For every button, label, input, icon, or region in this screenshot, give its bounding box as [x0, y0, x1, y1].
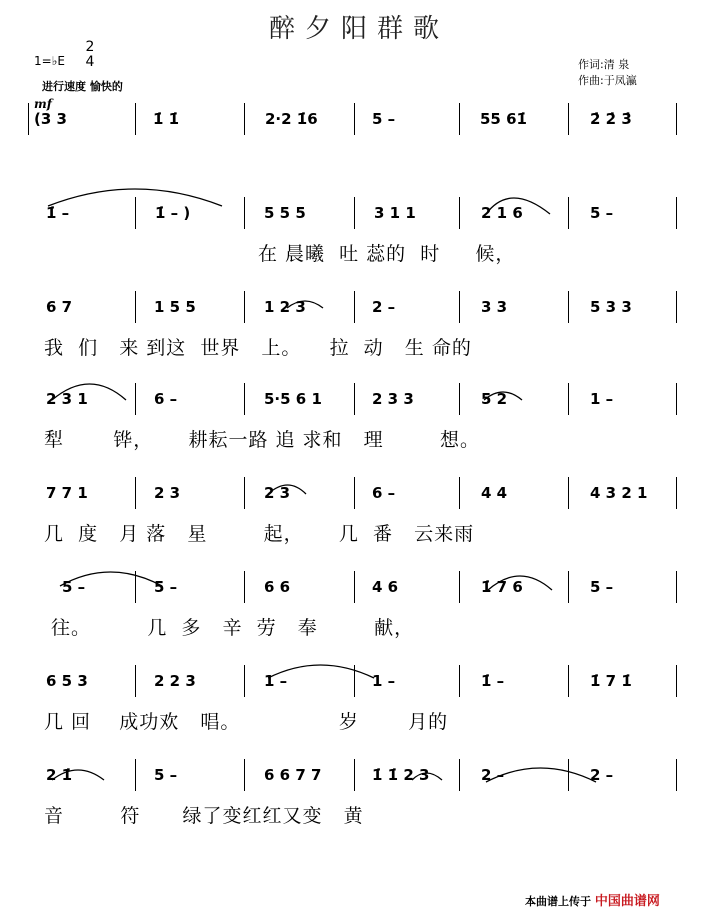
key-signature: 1=♭E	[34, 54, 65, 68]
bar-line	[244, 477, 245, 509]
bar-line	[244, 291, 245, 323]
bar-line	[459, 197, 460, 229]
score-row	[0, 383, 718, 475]
lyricist-credit: 作词:清 泉	[578, 58, 630, 71]
notation-measure: 5·5 6 1	[264, 390, 322, 408]
bar-line	[459, 665, 460, 697]
bar-line	[354, 571, 355, 603]
bar-line	[568, 103, 569, 135]
notation-measure: 1̇ 7 6	[481, 578, 523, 596]
lyric-line: 犁 铧， 耕耘一路 追 求和 理 想。	[44, 429, 480, 451]
notation-measure: 4 6	[372, 578, 399, 596]
notation-measure: 5 –	[62, 578, 86, 596]
notation-measure: 4 4	[481, 484, 508, 502]
bar-line	[676, 383, 677, 415]
notation-measure: 1 –	[590, 390, 614, 408]
bar-line	[459, 477, 460, 509]
bar-line	[568, 197, 569, 229]
bar-line	[354, 291, 355, 323]
bar-line	[354, 665, 355, 697]
bar-line	[568, 759, 569, 791]
notation-measure: (3 3	[34, 110, 67, 128]
score-row	[0, 571, 718, 663]
score-row	[0, 291, 718, 383]
notation-measure: 1 2 3	[264, 298, 306, 316]
notation-measure: 5 –	[154, 766, 178, 784]
bar-line	[676, 291, 677, 323]
bar-line	[568, 291, 569, 323]
dynamic-marking: mf	[34, 97, 52, 111]
bar-line	[244, 571, 245, 603]
bar-line	[676, 571, 677, 603]
bar-line	[135, 571, 136, 603]
composer-credit: 作曲:于凤瀛	[578, 74, 637, 87]
notation-measure: 2̇ 2̇ 3̇	[590, 110, 632, 128]
score-row	[0, 477, 718, 569]
bar-line	[676, 197, 677, 229]
bar-line	[459, 759, 460, 791]
bar-line	[676, 103, 677, 135]
bar-line	[244, 103, 245, 135]
bar-line	[244, 383, 245, 415]
notation-measure: 1̇ –	[46, 204, 70, 222]
time-signature-bottom: 4	[85, 54, 95, 70]
time-signature	[84, 40, 96, 70]
bar-line	[459, 291, 460, 323]
notation-measure: 1̇ 1̇	[153, 110, 180, 128]
score-row	[0, 665, 718, 757]
notation-measure: 6 –	[372, 484, 396, 502]
bar-line	[135, 759, 136, 791]
bar-line	[568, 383, 569, 415]
bar-line	[135, 291, 136, 323]
notation-measure: 6 –	[154, 390, 178, 408]
notation-measure: 5 5 5	[264, 204, 306, 222]
notation-measure: 6 5 3	[46, 672, 88, 690]
notation-measure: 7 7 1	[46, 484, 88, 502]
song-title: 醉夕阳群歌	[268, 14, 449, 44]
notation-measure: 1̇ 1̇ 2 3	[372, 766, 430, 784]
notation-measure: 3 1 1	[374, 204, 416, 222]
notation-measure: 2 –	[481, 766, 505, 784]
notation-measure: 5 –	[154, 578, 178, 596]
notation-measure: 6 7	[46, 298, 73, 316]
bar-line	[28, 103, 29, 135]
lyric-line: 音 符 绿了变红红又变 黄	[44, 805, 364, 827]
site-logo[interactable]: 中国曲谱网	[594, 894, 660, 909]
bar-line	[135, 665, 136, 697]
notation-measure: 5 –	[372, 110, 396, 128]
notation-measure: 6 6 7 7	[264, 766, 322, 784]
time-signature-top: 2	[85, 39, 95, 55]
bar-line	[354, 759, 355, 791]
bar-line	[244, 759, 245, 791]
score-row	[0, 197, 718, 289]
lyric-line: 在 晨曦 吐 蕊的 时 候，	[258, 243, 516, 265]
notation-measure: 2 –	[590, 766, 614, 784]
notation-measure: 55 61̇	[480, 110, 527, 128]
bar-line	[135, 383, 136, 415]
footer	[525, 890, 660, 909]
lyric-line: 几 回 成功欢 唱。 岁 月的	[44, 711, 449, 733]
score-row	[0, 103, 718, 195]
notation-measure: 2 3 3	[372, 390, 414, 408]
notation-measure: 2 1 6	[481, 204, 523, 222]
bar-line	[135, 103, 136, 135]
bar-line	[135, 197, 136, 229]
bar-line	[459, 383, 460, 415]
notation-measure: 5 –	[590, 204, 614, 222]
notation-measure: 2 2 3	[154, 672, 196, 690]
lyric-line: 几 度 月 落 星 起， 几 番 云来雨	[44, 523, 475, 545]
bar-line	[459, 571, 460, 603]
notation-measure: 2 3	[154, 484, 181, 502]
bar-line	[135, 477, 136, 509]
notation-measure: 1̇ –	[481, 672, 505, 690]
notation-measure: 2 –	[372, 298, 396, 316]
notation-measure: 2 1̇	[46, 766, 73, 784]
notation-measure: 4 3 2 1	[590, 484, 648, 502]
bar-line	[354, 197, 355, 229]
notation-measure: 3 3	[481, 298, 508, 316]
notation-measure: 2 3	[264, 484, 291, 502]
bar-line	[354, 383, 355, 415]
bar-line	[568, 665, 569, 697]
bar-line	[568, 477, 569, 509]
notation-measure: 6 6	[264, 578, 291, 596]
bar-line	[354, 477, 355, 509]
lyric-line: 我 们 来 到这 世界 上。 拉 动 生 命的	[44, 337, 472, 359]
notation-measure: 1 –	[372, 672, 396, 690]
bar-line	[354, 103, 355, 135]
score-row	[0, 759, 718, 851]
notation-measure: 2 3 1	[46, 390, 88, 408]
notation-measure: 5 2	[481, 390, 508, 408]
bar-line	[676, 759, 677, 791]
tempo-marking: 进行速度 愉快的	[42, 80, 123, 93]
lyric-line: 往。 几 多 辛 劳 奉 献，	[44, 617, 415, 639]
bar-line	[676, 665, 677, 697]
bar-line	[676, 477, 677, 509]
notation-measure: 2·2 1̇6	[265, 110, 318, 128]
footer-text: 本曲谱上传于	[525, 895, 591, 908]
notation-measure: 1̇ – )	[155, 204, 191, 222]
notation-measure: 5 3 3	[590, 298, 632, 316]
bar-line	[568, 571, 569, 603]
bar-line	[459, 103, 460, 135]
bar-line	[244, 197, 245, 229]
bar-line	[244, 665, 245, 697]
notation-measure: 1 –	[264, 672, 288, 690]
notation-measure: 1 5 5	[154, 298, 196, 316]
notation-measure: 5 –	[590, 578, 614, 596]
notation-measure: 1̇ 7 1̇	[590, 672, 632, 690]
